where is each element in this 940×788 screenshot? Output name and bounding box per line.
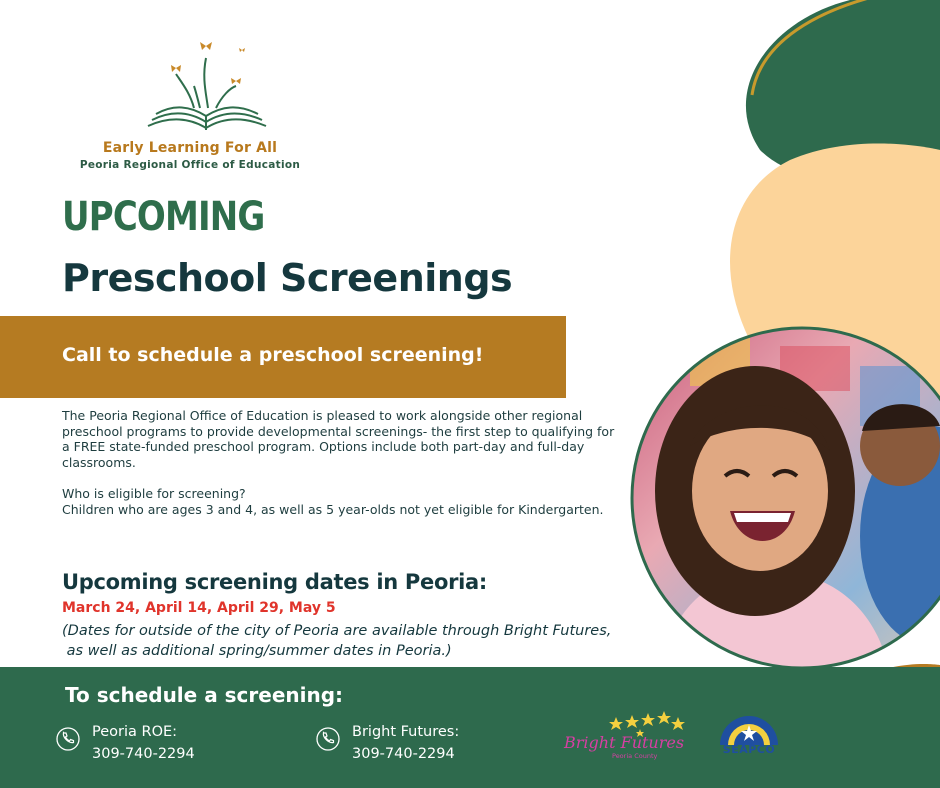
seapco-logo [714, 711, 784, 761]
intro-paragraph: The Peoria Regional Office of Education is pleased to work alongside other regional preschool programs to provide developmental screenings- the first step to qualifying for a FREE state-funded preschool program. Options include both part-day and full-day classrooms. [62, 408, 615, 470]
contact-bright-futures [352, 721, 459, 765]
headline-kicker: UPCOMING [62, 194, 265, 240]
early-learning-logo [60, 38, 320, 178]
bright-futures-logo [560, 707, 690, 767]
contact-phone[interactable]: 309-740-2294 [352, 746, 455, 762]
contact-peoria-roe [92, 721, 195, 765]
contact-name: Bright Futures: [352, 724, 460, 740]
footer-title: To schedule a screening: [65, 683, 344, 707]
seapco-emblem-icon [714, 711, 784, 745]
logo-title: Early Learning For All [102, 140, 278, 156]
dates-heading: Upcoming screening dates in Peoria: [62, 570, 488, 594]
contact-phone[interactable]: 309-740-2294 [92, 746, 195, 762]
contact-name: Peoria ROE: [92, 724, 178, 740]
dates-note-line1: (Dates for outside of the city of Peoria are available through Bright Futures, [62, 623, 612, 639]
dates-note-line2: as well as additional spring/summer dates in Peoria.) [62, 643, 452, 659]
eligibility-answer: Children who are ages 3 and 4, as well as 5 year-olds not yet eligible for Kindergarten. [62, 501, 604, 517]
call-banner-text: Call to schedule a preschool screening! [62, 344, 484, 366]
logo-subtitle: Peoria Regional Office of Education [79, 159, 301, 171]
seapco-name: SEAPCO [722, 743, 776, 756]
child-photo [630, 326, 940, 676]
bright-futures-sub: Peoria County [612, 752, 658, 760]
bright-futures-name: Bright Futures [564, 733, 685, 752]
eligibility-question: Who is eligible for screening? [62, 486, 246, 501]
dates-note [62, 621, 662, 661]
screening-dates: March 24, April 14, April 29, May 5 [62, 600, 336, 616]
body-text [62, 408, 622, 517]
page-title: Preschool Screenings [62, 256, 513, 300]
phone-icon [56, 727, 80, 751]
call-banner [0, 316, 566, 398]
open-book-icon [90, 38, 290, 134]
phone-icon [316, 727, 340, 751]
footer [0, 667, 940, 788]
